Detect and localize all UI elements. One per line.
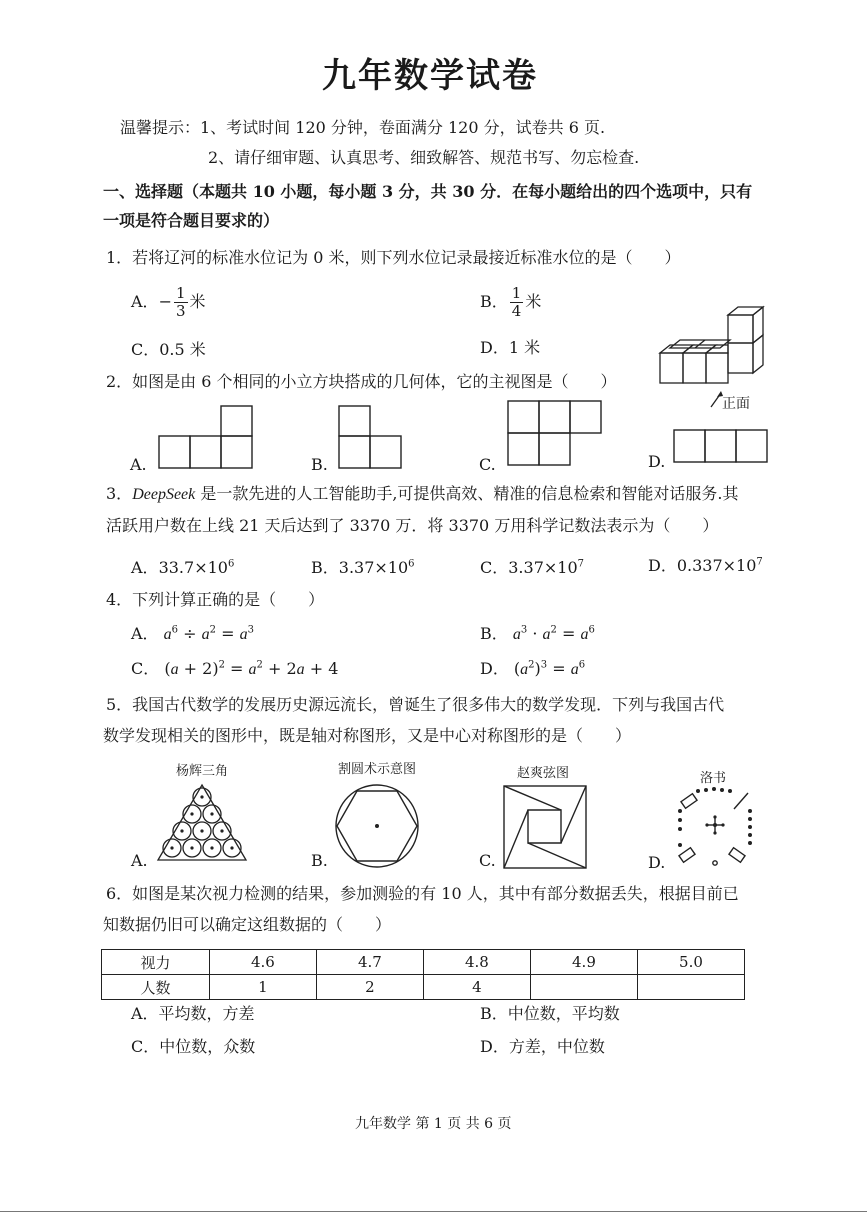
q2-option-a-figure [158,405,253,470]
q1-option-d: D．1 米 [480,338,541,357]
q5-caption-c: 赵爽弦图 [517,766,570,781]
table-cell: 4 [423,975,530,1000]
q5-stem-line-2: 数学发现相关的图形中，既是轴对称图形，又是中心对称图形的是（ ） [103,726,632,745]
front-label: 正面 [722,396,750,412]
q6-stem-line-1: 6．如图是某次视力检测的结果，参加测验的有 10 人，其中有部分数据丢失，根据目前已 [106,884,739,903]
q4-option-c: C． $(a + 2)^2 = a^2 + 2a + 4$ [131,659,339,678]
q6-option-b: B．中位数，平均数 [480,1004,620,1023]
q5-caption-d: 洛书 [700,771,727,786]
bottom-rule [0,1211,867,1212]
table-cell: 4.9 [530,950,637,975]
q2-option-c-figure [507,400,603,468]
q3-stem-line-1: 3．DeepSeek 是一款先进的人工智能助手,可提供高效、精准的信息检索和智能对话服务.其 [106,484,739,503]
yanghui-triangle-figure [155,785,250,870]
q1-option-b: B． $\frac{1}{4}$ 米 [480,284,542,320]
deepseek-brand: DeepSeek [132,486,196,503]
table-cell: 4.6 [209,950,316,975]
q5-label-d: D. [648,853,666,872]
table-row [102,975,745,1000]
table-cell: 视力 [102,950,210,975]
table-cell: 4.7 [316,950,423,975]
q3-option-c: C．$3.37\times 10^7$ [480,558,585,577]
q4-option-d: D． $(a^2)^3 = a^6$ [480,659,586,678]
table-cell: 1 [209,975,316,1000]
q2-option-d-figure [673,429,768,465]
cube-solid-figure [655,305,775,415]
q5-label-a: A. [131,851,148,870]
q1-option-c: C．0.5 米 [131,340,206,359]
q5-caption-a: 杨辉三角 [176,764,229,779]
q3-stem-line-2: 活跃用户数在上线 21 天后达到了 3370 万．将 3370 万用科学记数法表示为（ ） [106,516,719,535]
q5-label-c: C. [479,851,496,870]
page-title: 九年数学试卷 [322,56,538,96]
section-heading-line-2: 一项是符合题目要求的） [103,211,280,230]
table-cell [530,975,637,1000]
q2-label-b: B. [311,455,328,474]
q2-label-c: C. [479,455,496,474]
table-cell: 人数 [102,975,210,1000]
q2-option-b-figure [338,405,403,470]
vision-table [101,949,745,1000]
table-cell: 5.0 [637,950,744,975]
table-cell: 2 [316,975,423,1000]
zhaoshuang-figure [503,785,587,869]
q2-label-d: D. [648,452,666,471]
table-cell: 4.8 [423,950,530,975]
circle-division-figure [333,784,423,870]
q3-option-b: B．$3.37\times 10^6$ [311,558,415,577]
notice-line-1: 温馨提示：1、考试时间 120 分钟，卷面满分 120 分，试卷共 6 页. [120,118,606,137]
q4-option-a: A． $a^6 \div a^2 = a^3$ [131,624,254,643]
q5-caption-b: 割圆术示意图 [338,762,417,777]
q2-label-a: A. [130,455,147,474]
q6-stem-line-2: 知数据仍旧可以确定这组数据的（ ） [103,915,392,934]
section-heading-line-1: 一、选择题（本题共 10 小题，每小题 3 分，共 30 分．在每小题给出的四个选项中，只有 [103,182,753,201]
table-cell [637,975,744,1000]
q4-stem: 4．下列计算正确的是（ ） [106,590,325,609]
q2-stem: 2．如图是由 6 个相同的小立方块搭成的几何体，它的主视图是（ ） [106,372,617,391]
page-footer: 九年数学 第 1 页 共 6 页 [355,1116,512,1132]
q5-stem-line-1: 5．我国古代数学的发展历史源远流长，曾诞生了很多伟大的数学发现．下列与我国古代 [106,695,725,714]
q1-stem: 1．若将辽河的标准水位记为 0 米，则下列水位记录最接近标准水位的是（ ） [106,248,681,267]
q3-option-d: D．$0.337\times 10^7$ [648,556,763,575]
notice-line-2: 2、请仔细审题、认真思考、细致解答、规范书写、勿忘检查. [208,148,640,167]
q6-option-a: A．平均数，方差 [131,1004,255,1023]
luoshu-figure [668,783,763,873]
q4-option-b: B． $a^3 \cdot a^2 = a^6$ [480,624,595,643]
q6-option-d: D．方差，中位数 [480,1037,605,1056]
q3-option-a: A．$33.7\times 10^6$ [131,558,235,577]
q5-label-b: B. [311,851,328,870]
q6-option-c: C．中位数，众数 [131,1037,256,1056]
table-row [102,950,745,975]
q1-option-a: A．− $\frac{1}{3}$ 米 [131,284,206,320]
